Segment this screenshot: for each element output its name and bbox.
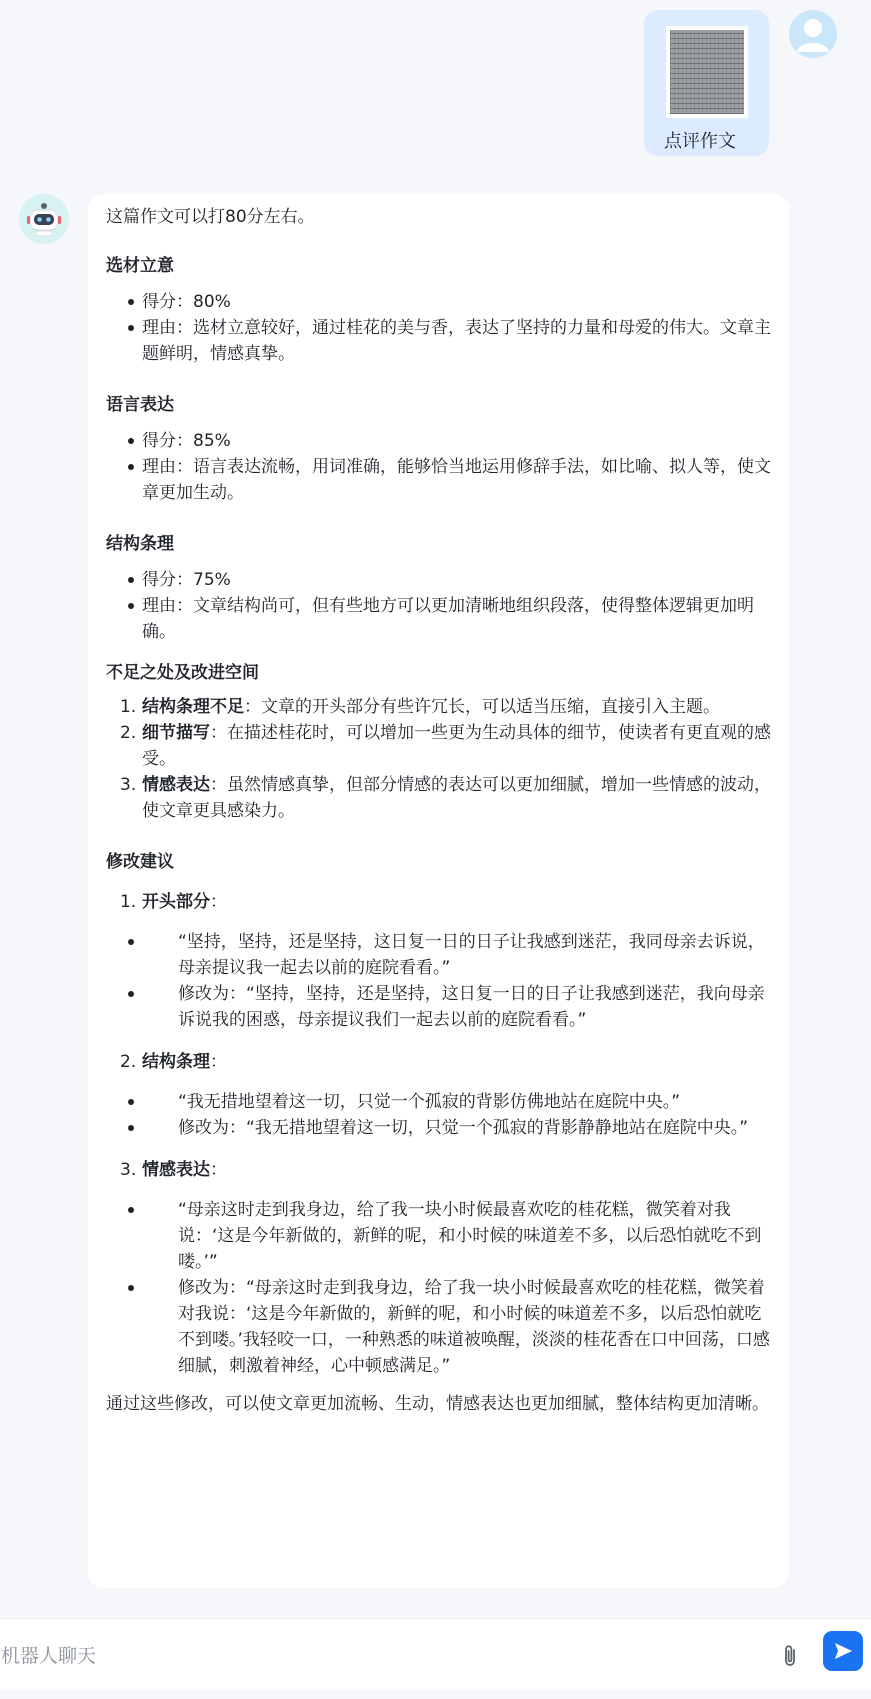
attachment-label: 点评作文 [664, 131, 736, 152]
bot-message-card [88, 194, 789, 1588]
bullet-text: 修改为：“我无措地望着这一切，只觉一个孤寂的背影静静地站在庭院中央。” [178, 1118, 749, 1138]
bot-message-content [106, 194, 776, 1417]
list-item [106, 1197, 776, 1275]
section-list-language [106, 428, 776, 506]
user-avatar [789, 10, 837, 58]
list-item [106, 1275, 776, 1379]
bullet-text: 修改为：“坚持，坚持，还是坚持，这日复一日的日子让我感到迷茫，我向母亲诉说我的困惑，母亲提议我们一起去以前的庭院看看。” [178, 984, 765, 1030]
section-list-topic [106, 289, 776, 367]
list-item [106, 1115, 776, 1141]
list-item [106, 1089, 776, 1115]
section-title-shortcomings: 不足之处及改进空间 [106, 663, 259, 683]
item-colon: ： [210, 1160, 227, 1180]
list-item: 理由：语言表达流畅，用词准确，能够恰当地运用修辞手法，如比喻、拟人等，使文章更加生动。 [106, 454, 776, 506]
essay-image-attachment[interactable] [666, 26, 748, 118]
suggestion-bullets [106, 1197, 776, 1379]
bot-avatar [19, 194, 69, 244]
item-text: ：在描述桂花时，可以增加一些更为生动具体的细节，使读者有更直观的感受。 [142, 723, 771, 769]
section-title-structure: 结构条理 [106, 534, 174, 554]
list-item: 得分：85% [106, 428, 776, 454]
user-message-bubble [644, 10, 769, 156]
paperclip-icon [779, 1643, 801, 1669]
list-number: 3. [120, 1160, 137, 1180]
list-item [106, 1049, 776, 1141]
bullet-text: 修改为：“母亲这时走到我身边，给了我一块小时候最喜欢吃的桂花糕，微笑着对我说：‘这是今年新做的，新鲜的呢，和小时候的味道差不多，以后恐怕就吃不到喽。’我轻咬一口，一种熟悉的味道被唤醒，淡淡的桂花香在口中回荡，口感细腻，刺激着神经，心中顿感满足。” [178, 1278, 770, 1376]
item-colon: ： [210, 892, 227, 912]
item-text: ：虽然情感真挚，但部分情感的表达可以更加细腻，增加一些情感的波动，使文章更具感染力。 [142, 775, 771, 821]
list-item [106, 1157, 776, 1379]
robot-icon [19, 194, 69, 244]
list-number: 2. [120, 1052, 137, 1072]
list-number: 1. [120, 892, 137, 912]
section-list-structure [106, 567, 776, 645]
list-number: 3. [120, 775, 137, 795]
list-item [106, 929, 776, 981]
item-colon: ： [210, 1052, 227, 1072]
item-text: ：文章的开头部分有些许冗长，可以适当压缩，直接引入主题。 [244, 697, 720, 717]
send-icon [832, 1640, 854, 1662]
chat-input-bar [0, 1618, 871, 1690]
list-number: 1. [120, 697, 137, 717]
item-label: 开头部分 [142, 892, 210, 912]
list-item: 理由：文章结构尚可，但有些地方可以更加清晰地组织段落，使得整体逻辑更加明确。 [106, 593, 776, 645]
section-title-suggestions: 修改建议 [106, 852, 174, 872]
list-item [106, 981, 776, 1033]
list-item: 理由：选材立意较好，通过桂花的美与香，表达了坚持的力量和母爱的伟大。文章主题鲜明，情感真挚。 [106, 315, 776, 367]
item-label: 情感表达 [142, 1160, 210, 1180]
review-intro: 这篇作文可以打80分左右。 [106, 207, 315, 227]
send-button[interactable] [823, 1631, 863, 1671]
bullet-text: “我无措地望着这一切，只觉一个孤寂的背影仿佛地站在庭院中央。” [178, 1092, 681, 1112]
review-conclusion: 通过这些修改，可以使文章更加流畅、生动，情感表达也更加细腻，整体结构更加清晰。 [106, 1394, 769, 1414]
chat-input[interactable] [0, 1637, 742, 1675]
essay-image-thumbnail [670, 30, 744, 114]
list-item: 得分：75% [106, 567, 776, 593]
list-item [106, 720, 776, 772]
section-title-language: 语言表达 [106, 395, 174, 415]
section-title-topic: 选材立意 [106, 256, 174, 276]
suggestion-bullets [106, 1089, 776, 1141]
list-item [106, 694, 776, 720]
shortcomings-list [106, 694, 776, 824]
bullet-text: “母亲这时走到我身边，给了我一块小时候最喜欢吃的桂花糕，微笑着对我说：‘这是今年新做的，新鲜的呢，和小时候的味道差不多，以后恐怕就吃不到喽。’” [178, 1200, 762, 1272]
suggestions-list [106, 889, 776, 1379]
list-number: 2. [120, 723, 137, 743]
list-item: 得分：80% [106, 289, 776, 315]
list-item [106, 889, 776, 1033]
list-item [106, 772, 776, 824]
bullet-text: “坚持，坚持，还是坚持，这日复一日的日子让我感到迷茫，我同母亲去诉说，母亲提议我一起去以前的庭院看看。” [178, 932, 765, 978]
suggestion-bullets [106, 929, 776, 1033]
attach-button[interactable] [775, 1639, 805, 1673]
item-label: 情感表达 [142, 775, 210, 795]
item-label: 结构条理 [142, 1052, 210, 1072]
item-label: 细节描写 [142, 723, 210, 743]
user-avatar-icon [789, 10, 837, 58]
item-label: 结构条理不足 [142, 697, 244, 717]
